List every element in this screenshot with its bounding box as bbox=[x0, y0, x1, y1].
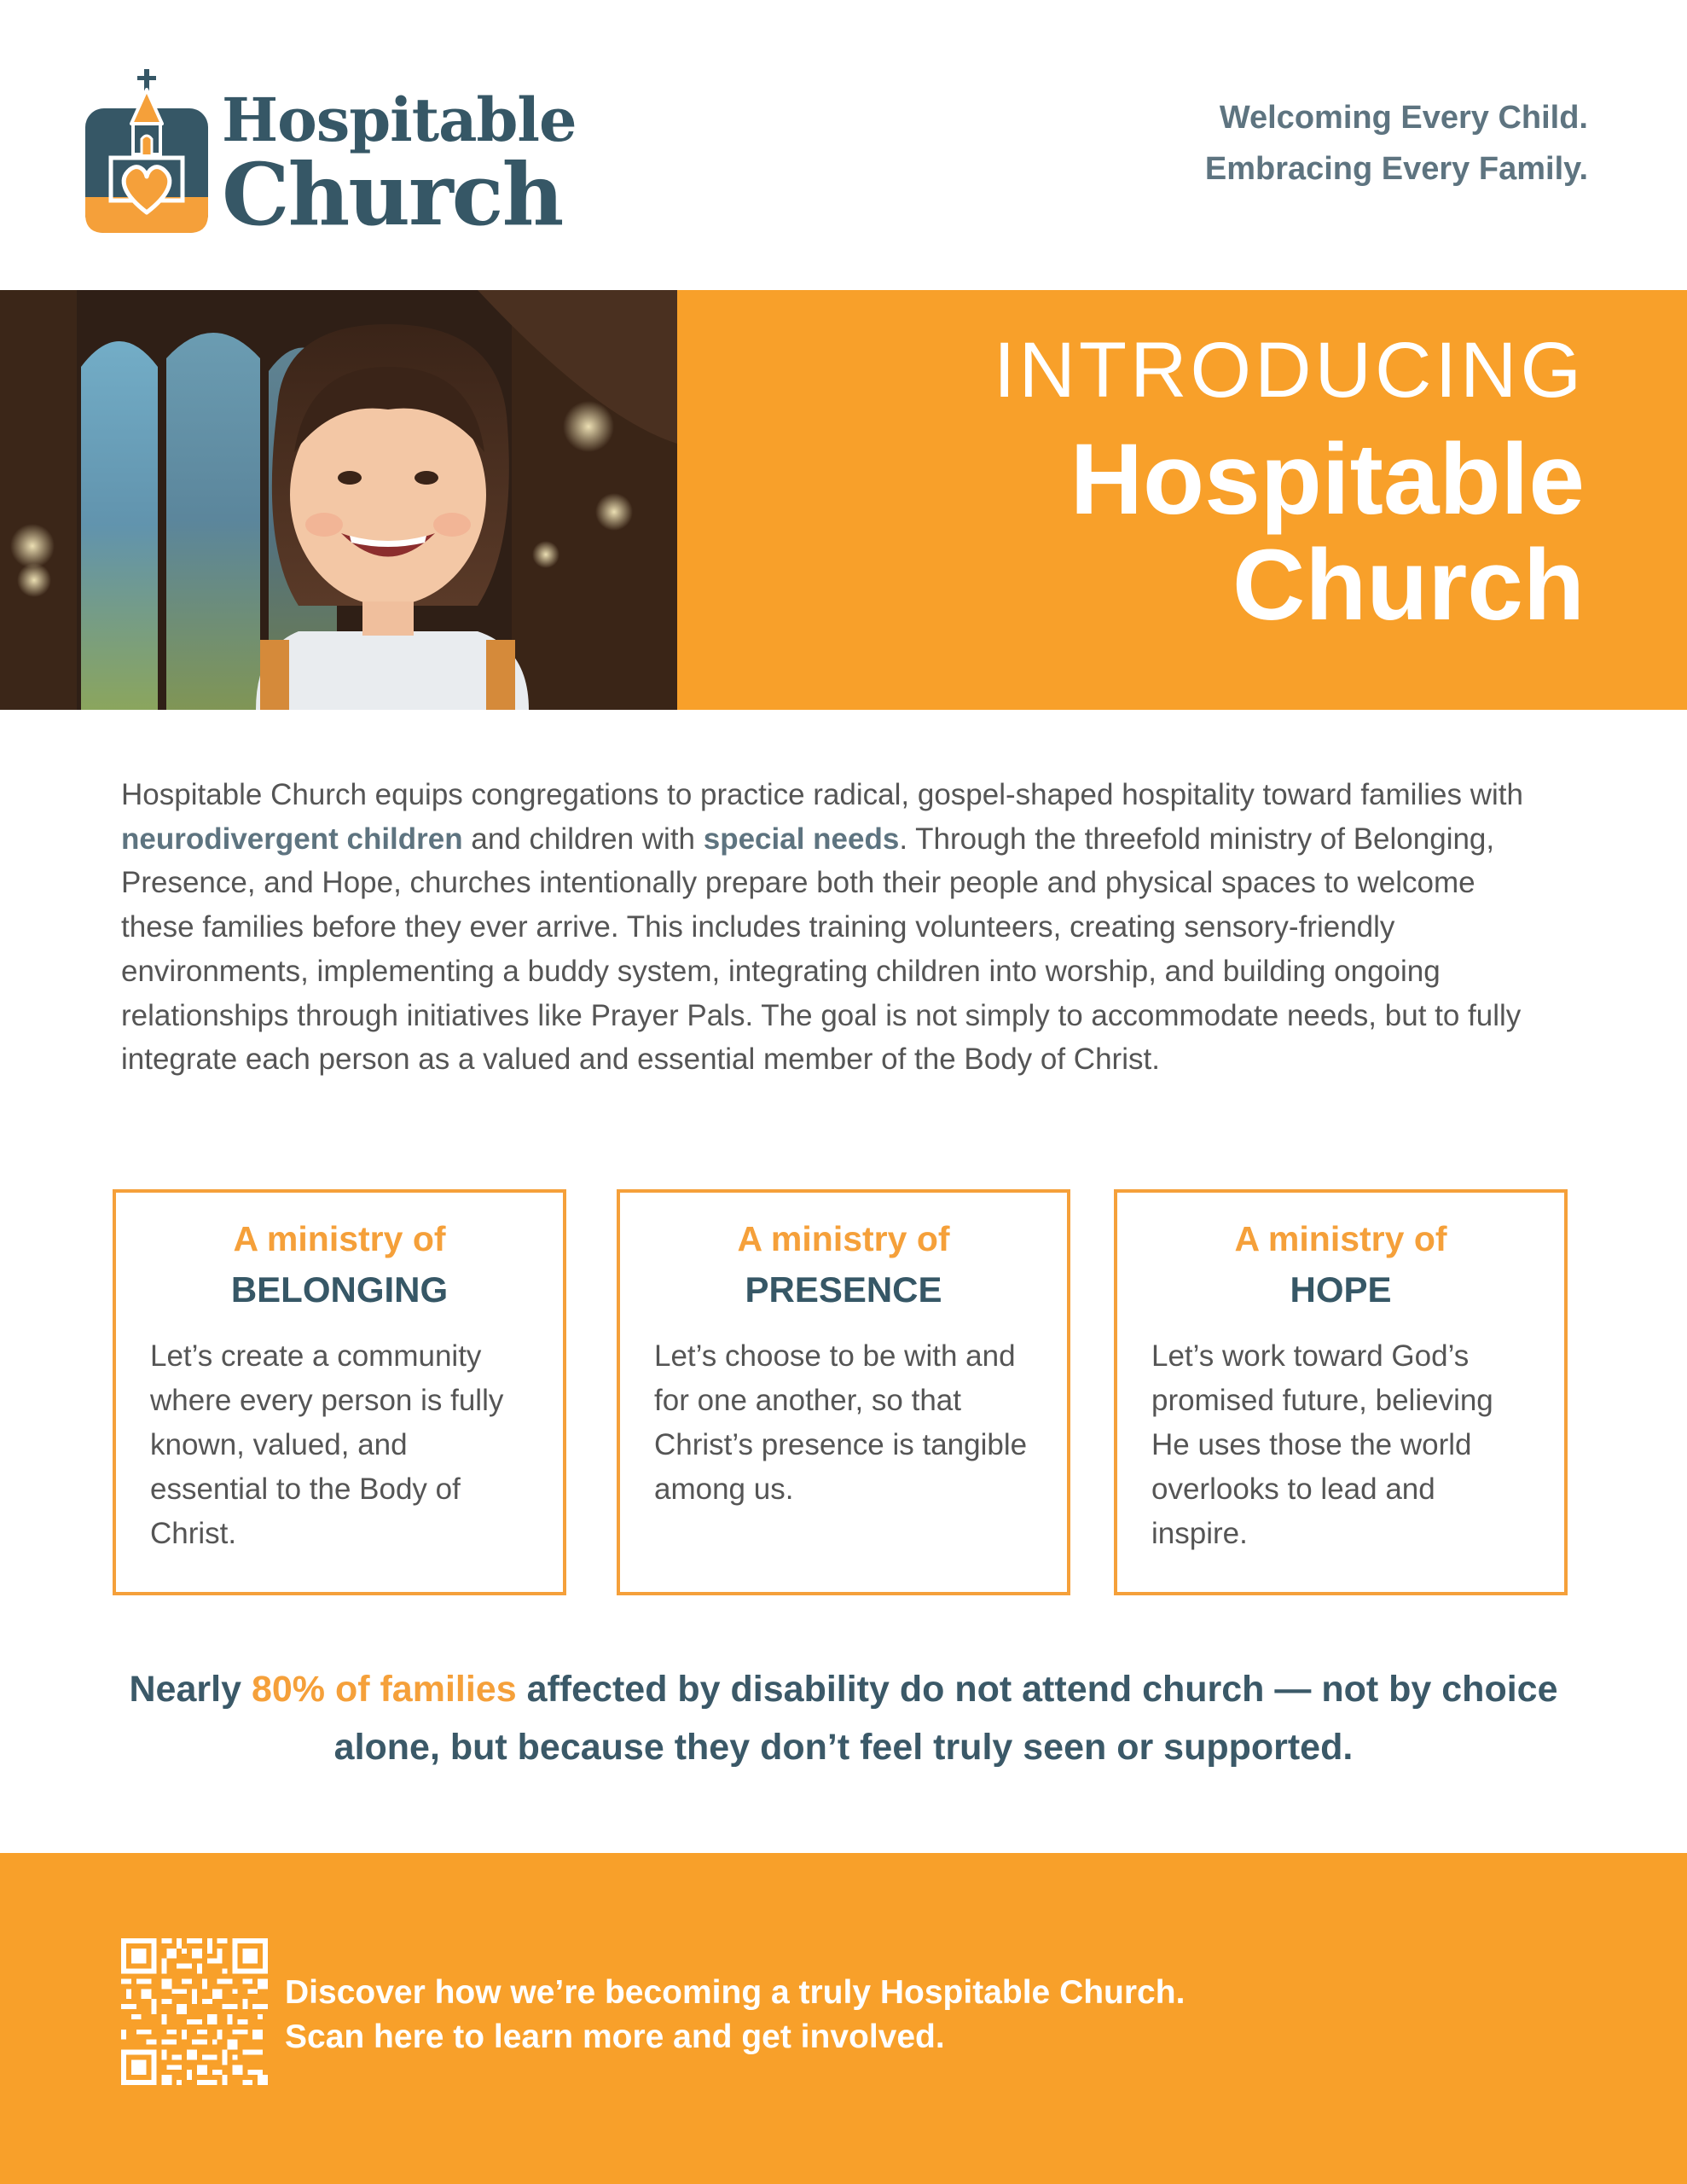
hero-title-panel bbox=[677, 290, 1687, 710]
logo-wordmark bbox=[222, 84, 577, 245]
ministry-card-belonging bbox=[113, 1189, 566, 1595]
smiling-child-photo bbox=[0, 290, 677, 710]
ministry-name: HOPE bbox=[1290, 1269, 1392, 1310]
church-logo-icon bbox=[84, 69, 210, 235]
footer-line-2: Scan here to learn more and get involved. bbox=[285, 2018, 945, 2055]
intro-text-2: and children with bbox=[462, 822, 704, 856]
hero-title-line-2: Church bbox=[1232, 529, 1585, 642]
hero-title bbox=[1070, 423, 1585, 642]
logo[interactable] bbox=[84, 67, 577, 245]
stat-accent: 80% of families bbox=[251, 1669, 517, 1710]
ministry-description: Let’s choose to be with and for one another, so that Christ’s presence is tangible among us. bbox=[654, 1339, 1028, 1506]
logo-line-2: Church bbox=[222, 144, 563, 245]
ministry-description: Let’s create a community where every person is fully known, valued, and essential to the Body of Christ. bbox=[150, 1339, 504, 1550]
stat-pre: Nearly bbox=[129, 1669, 252, 1710]
tagline bbox=[1205, 92, 1588, 195]
intro-text-1: Hospitable Church equips congregations to practice radical, gospel-shaped hospitality toward families with bbox=[121, 778, 1523, 811]
ministry-description: Let’s work toward God’s promised future, believing He uses those the world overlooks to lead and inspire. bbox=[1151, 1339, 1493, 1550]
tagline-line-2: Embracing Every Family. bbox=[1204, 151, 1588, 187]
stat-post: affected by disability do not attend church — not by choice alone, but because they don’t feel truly seen or supported. bbox=[333, 1669, 1558, 1768]
intro-paragraph bbox=[121, 773, 1554, 1082]
footer-cta bbox=[0, 1853, 1687, 2184]
highlight-special-needs: special needs bbox=[703, 822, 900, 856]
intro-text-3: . Through the threefold ministry of Belonging, Presence, and Hope, churches intentionally prepare both their people and physical spaces to welcome these families before they ever arrive. This includes training volunteers, creating sensory-friendly environments, implementing a buddy system, integrating children into worship, and building ongoing relationships through initiatives like Prayer Pals. The goal is not simply to accommodate needs, but to fully integrate each person as a valued and essential member of the Body of Christ. bbox=[121, 822, 1522, 1077]
ministry-name: PRESENCE bbox=[745, 1269, 942, 1310]
hero-intro: INTRODUCING bbox=[993, 327, 1585, 414]
footer-line-1: Discover how we’re becoming a truly Hospitable Church. bbox=[285, 1974, 1186, 2011]
logo-line-1: Hospitable bbox=[222, 84, 577, 155]
tagline-line-1: Welcoming Every Child. bbox=[1219, 100, 1588, 136]
hero-banner bbox=[0, 290, 1687, 710]
footer-message bbox=[285, 1971, 1185, 2059]
highlight-neurodivergent: neurodivergent children bbox=[121, 822, 463, 856]
statistic-callout bbox=[85, 1660, 1602, 1776]
ministry-card-hope bbox=[1114, 1189, 1568, 1595]
qr-code-icon[interactable] bbox=[121, 1938, 268, 2085]
ministry-kicker: A ministry of bbox=[233, 1219, 446, 1258]
ministry-kicker: A ministry of bbox=[1234, 1219, 1447, 1258]
ministry-card-presence bbox=[617, 1189, 1070, 1595]
hero-title-line-1: Hospitable bbox=[1070, 423, 1585, 536]
ministry-kicker: A ministry of bbox=[737, 1219, 950, 1258]
ministry-name: BELONGING bbox=[230, 1269, 449, 1310]
